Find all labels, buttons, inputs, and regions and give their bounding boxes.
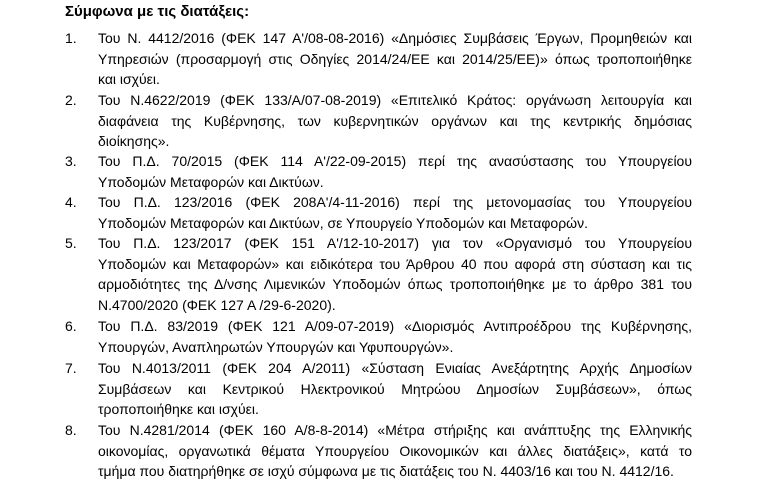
text-line: Ν.4700/2020 (ΦΕΚ 127 Α /29-6-2020).	[98, 296, 336, 313]
list-item-number: 1.	[65, 30, 77, 46]
list-item-number: 6.	[65, 318, 77, 334]
list-item-text	[98, 192, 692, 233]
text-line: Υποδομών Μεταφορών και Δικτύων, σε Υπουργείο Υποδομών και Μεταφορών.	[98, 214, 588, 231]
list-item-number: 5.	[65, 235, 77, 251]
text-line: διοίκησης».	[98, 133, 170, 149]
list-item-number: 3.	[65, 153, 77, 169]
text-line: Υποδομών και Μεταφορών» και ειδικότερα του Άρθρου 40 που αφορά στη σύσταση και τις	[98, 255, 692, 272]
list-item-text	[98, 151, 692, 192]
list-item-text	[98, 358, 692, 420]
text-line: τμήμα που διατηρήθηκε σε ισχύ σύμφωνα με τις διατάξεις του Ν. 4403/16 και του Ν. 4412/16.	[98, 463, 674, 479]
list-item-number: 2.	[65, 92, 77, 108]
list-item-text	[98, 90, 692, 152]
text-line: και ισχύει.	[98, 71, 160, 87]
list-item-text	[98, 316, 692, 357]
text-line: Υπουργών, Αναπληρωτών Υπουργών και Υφυπουργών».	[98, 338, 454, 355]
text-line: Του Π.Δ. 123/2016 (ΦΕΚ 208Α'/4-11-2016) περί της μετονομασίας του Υπουργείου	[98, 194, 692, 210]
text-line: Συμβάσεων και Κεντρικού Ηλεκτρονικού Μητρώου Δημοσίων Συμβάσεων», όπως	[98, 380, 692, 397]
text-line: Του Π.Δ. 83/2019 (ΦΕΚ 121 Α/09-07-2019) «Διορισμός Αντιπροέδρου της Κυβέρνησης,	[98, 318, 692, 334]
text-line: αρμοδιότητες της Δ/νσης Λιμενικών Υποδομών όπως τροποποιήθηκε με το άρθρο 381 του	[98, 276, 692, 292]
list-item-number: 7.	[65, 360, 77, 376]
text-line: Του Π.Δ. 70/2015 (ΦΕΚ 114 Α'/22-09-2015) περί της ανασύστασης του Υπουργείου	[98, 153, 692, 169]
list-item-number: 8.	[65, 422, 77, 438]
list-item-text	[98, 420, 692, 482]
text-line: Του Ν.4622/2019 (ΦΕΚ 133/Α/07-08-2019) «Επιτελικό Κράτος: οργάνωση λειτουργία και	[98, 92, 692, 108]
list-item-number: 4.	[65, 194, 77, 210]
text-line: Του Π.Δ. 123/2017 (ΦΕΚ 151 Α'/12-10-2017) για τον «Οργανισμό του Υπουργείου	[98, 235, 692, 251]
text-line: οικονομίας, οργανωτικά θέματα Υπουργείου Οικονομικών και άλλες διατάξεις», κατά το	[98, 442, 692, 459]
text-line: Του Ν. 4412/2016 (ΦΕΚ 147 Α'/08-08-2016) «Δημόσιες Συμβάσεις Έργων, Προμηθειών και	[98, 30, 692, 46]
text-line: τροποποιήθηκε και ισχύει.	[98, 401, 259, 417]
section-heading: Σύμφωνα με τις διατάξεις:	[65, 3, 250, 20]
text-line: Του Ν.4281/2014 (ΦΕΚ 160 Α/8-8-2014) «Μέτρα στήριξης και ανάπτυξης της Ελληνικής	[98, 422, 692, 438]
list-item-text	[98, 233, 692, 315]
text-line: Υπηρεσιών (προσαρμογή στις Οδηγίες 2014/24/ΕΕ και 2014/25/ΕΕ)» όπως τροποποιήθηκε	[98, 50, 692, 67]
text-line: διαφάνεια της Κυβέρνησης, των κυβερνητικών οργάνων και της κεντρικής δημόσιας	[98, 112, 692, 129]
text-line: Του Ν.4013/2011 (ΦΕΚ 204 Α/2011) «Σύσταση Ενιαίας Ανεξάρτητης Αρχής Δημοσίων	[98, 360, 692, 376]
text-line: Υποδομών Μεταφορών και Δικτύων.	[98, 173, 324, 190]
list-item-text	[98, 28, 692, 90]
